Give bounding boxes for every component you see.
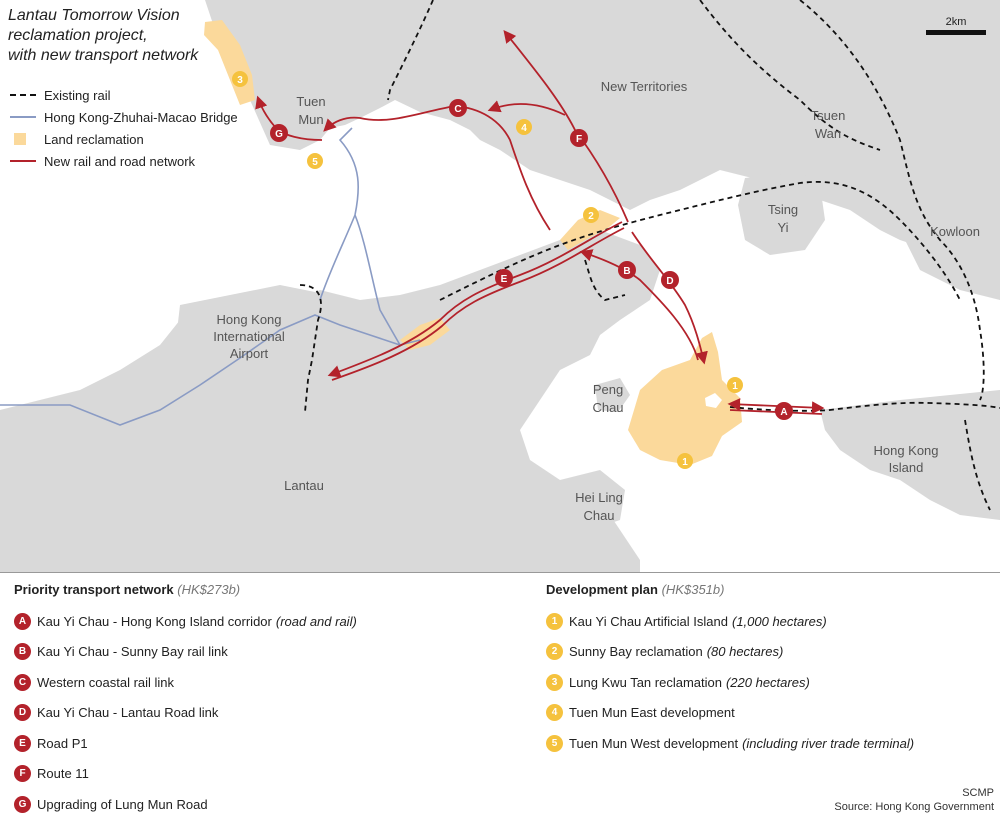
development-item-2: 2 Sunny Bay reclamation (80 hectares) <box>546 637 914 668</box>
dashed-line-icon <box>10 94 36 96</box>
badge-4 <box>516 119 532 135</box>
svg-text:F: F <box>575 134 583 145</box>
label-hong-kong-island: Hong Kong Island <box>873 443 939 475</box>
priority-item-e: E Road P1 <box>14 728 357 759</box>
svg-text:B: B <box>623 266 631 277</box>
development-item-4: 4 Tuen Mun East development <box>546 698 914 729</box>
title-line-3: with new transport network <box>8 47 199 64</box>
credits <box>834 786 994 814</box>
priority-item-c: C Western coastal rail link <box>14 667 357 698</box>
svg-text:1: 1 <box>682 457 688 468</box>
priority-item-a: A Kau Yi Chau - Hong Kong Island corridor (road and rail) <box>14 606 357 637</box>
svg-text:4: 4 <box>521 123 527 134</box>
badge-1-north <box>727 377 743 393</box>
scale-bar <box>926 16 986 35</box>
legend-bridge: Hong Kong-Zhuhai-Macao Bridge <box>10 106 238 128</box>
development-heading: Development plan (HK$351b) <box>546 582 725 597</box>
credit-source: Source: Hong Kong Government <box>834 801 994 813</box>
label-new-territories: New Territories <box>600 79 688 94</box>
development-item-5: 5 Tuen Mun West development (including river trade terminal) <box>546 728 914 759</box>
priority-item-b: B Kau Yi Chau - Sunny Bay rail link <box>14 637 357 668</box>
label-tsing-yi: Tsing Yi <box>767 202 799 235</box>
badge-e <box>495 269 513 287</box>
yellow-square-icon <box>14 133 26 145</box>
legend-new-network: New rail and road network <box>10 150 238 172</box>
svg-text:D: D <box>666 276 674 287</box>
blue-line-icon <box>10 116 36 118</box>
credit-scmp: SCMP <box>962 787 994 799</box>
badge-d <box>661 271 679 289</box>
priority-item-f: F Route 11 <box>14 759 357 790</box>
priority-heading: Priority transport network (HK$273b) <box>14 582 241 597</box>
svg-text:1: 1 <box>732 381 738 392</box>
svg-text:C: C <box>454 104 462 115</box>
svg-text:E: E <box>500 274 508 285</box>
development-plan-list <box>546 582 914 759</box>
development-item-3: 3 Lung Kwu Tan reclamation (220 hectares) <box>546 667 914 698</box>
svg-text:5: 5 <box>312 157 318 168</box>
scale-bar-icon <box>926 30 986 35</box>
label-hei-ling-chau: Hei Ling Chau <box>575 490 623 523</box>
red-line-icon <box>10 160 36 162</box>
svg-text:2: 2 <box>588 211 594 222</box>
svg-text:A: A <box>780 407 788 418</box>
legend-reclamation: Land reclamation <box>10 128 238 150</box>
divider <box>0 572 1000 573</box>
label-tsuen-wan: Tsuen Wan <box>810 108 846 141</box>
priority-item-d: D Kau Yi Chau - Lantau Road link <box>14 698 357 729</box>
title-line-1: Lantau Tomorrow Vision <box>8 7 180 24</box>
badge-c <box>449 99 467 117</box>
priority-transport-list <box>14 582 357 818</box>
map-legend <box>10 84 238 172</box>
badge-f <box>570 129 588 147</box>
svg-text:3: 3 <box>237 75 243 86</box>
badge-g <box>270 124 288 142</box>
legend-existing-rail: Existing rail <box>10 84 238 106</box>
badge-1-south <box>677 453 693 469</box>
svg-text:G: G <box>275 129 283 140</box>
title-line-2: reclamation project, <box>8 27 148 44</box>
badge-b <box>618 261 636 279</box>
label-airport: Hong Kong International Airport <box>213 312 285 361</box>
label-lantau: Lantau <box>284 478 324 493</box>
scale-label: 2km <box>945 16 967 28</box>
badge-2 <box>583 207 599 223</box>
badge-5 <box>307 153 323 169</box>
badge-a <box>775 402 793 420</box>
priority-item-g: G Upgrading of Lung Mun Road <box>14 789 357 818</box>
development-item-1: 1 Kau Yi Chau Artificial Island (1,000 hectares) <box>546 606 914 637</box>
label-tuen-mun: Tuen Mun <box>296 94 326 127</box>
label-peng-chau: Peng Chau <box>592 382 624 415</box>
label-kowloon: Kowloon <box>930 224 980 239</box>
map-title <box>8 6 198 66</box>
